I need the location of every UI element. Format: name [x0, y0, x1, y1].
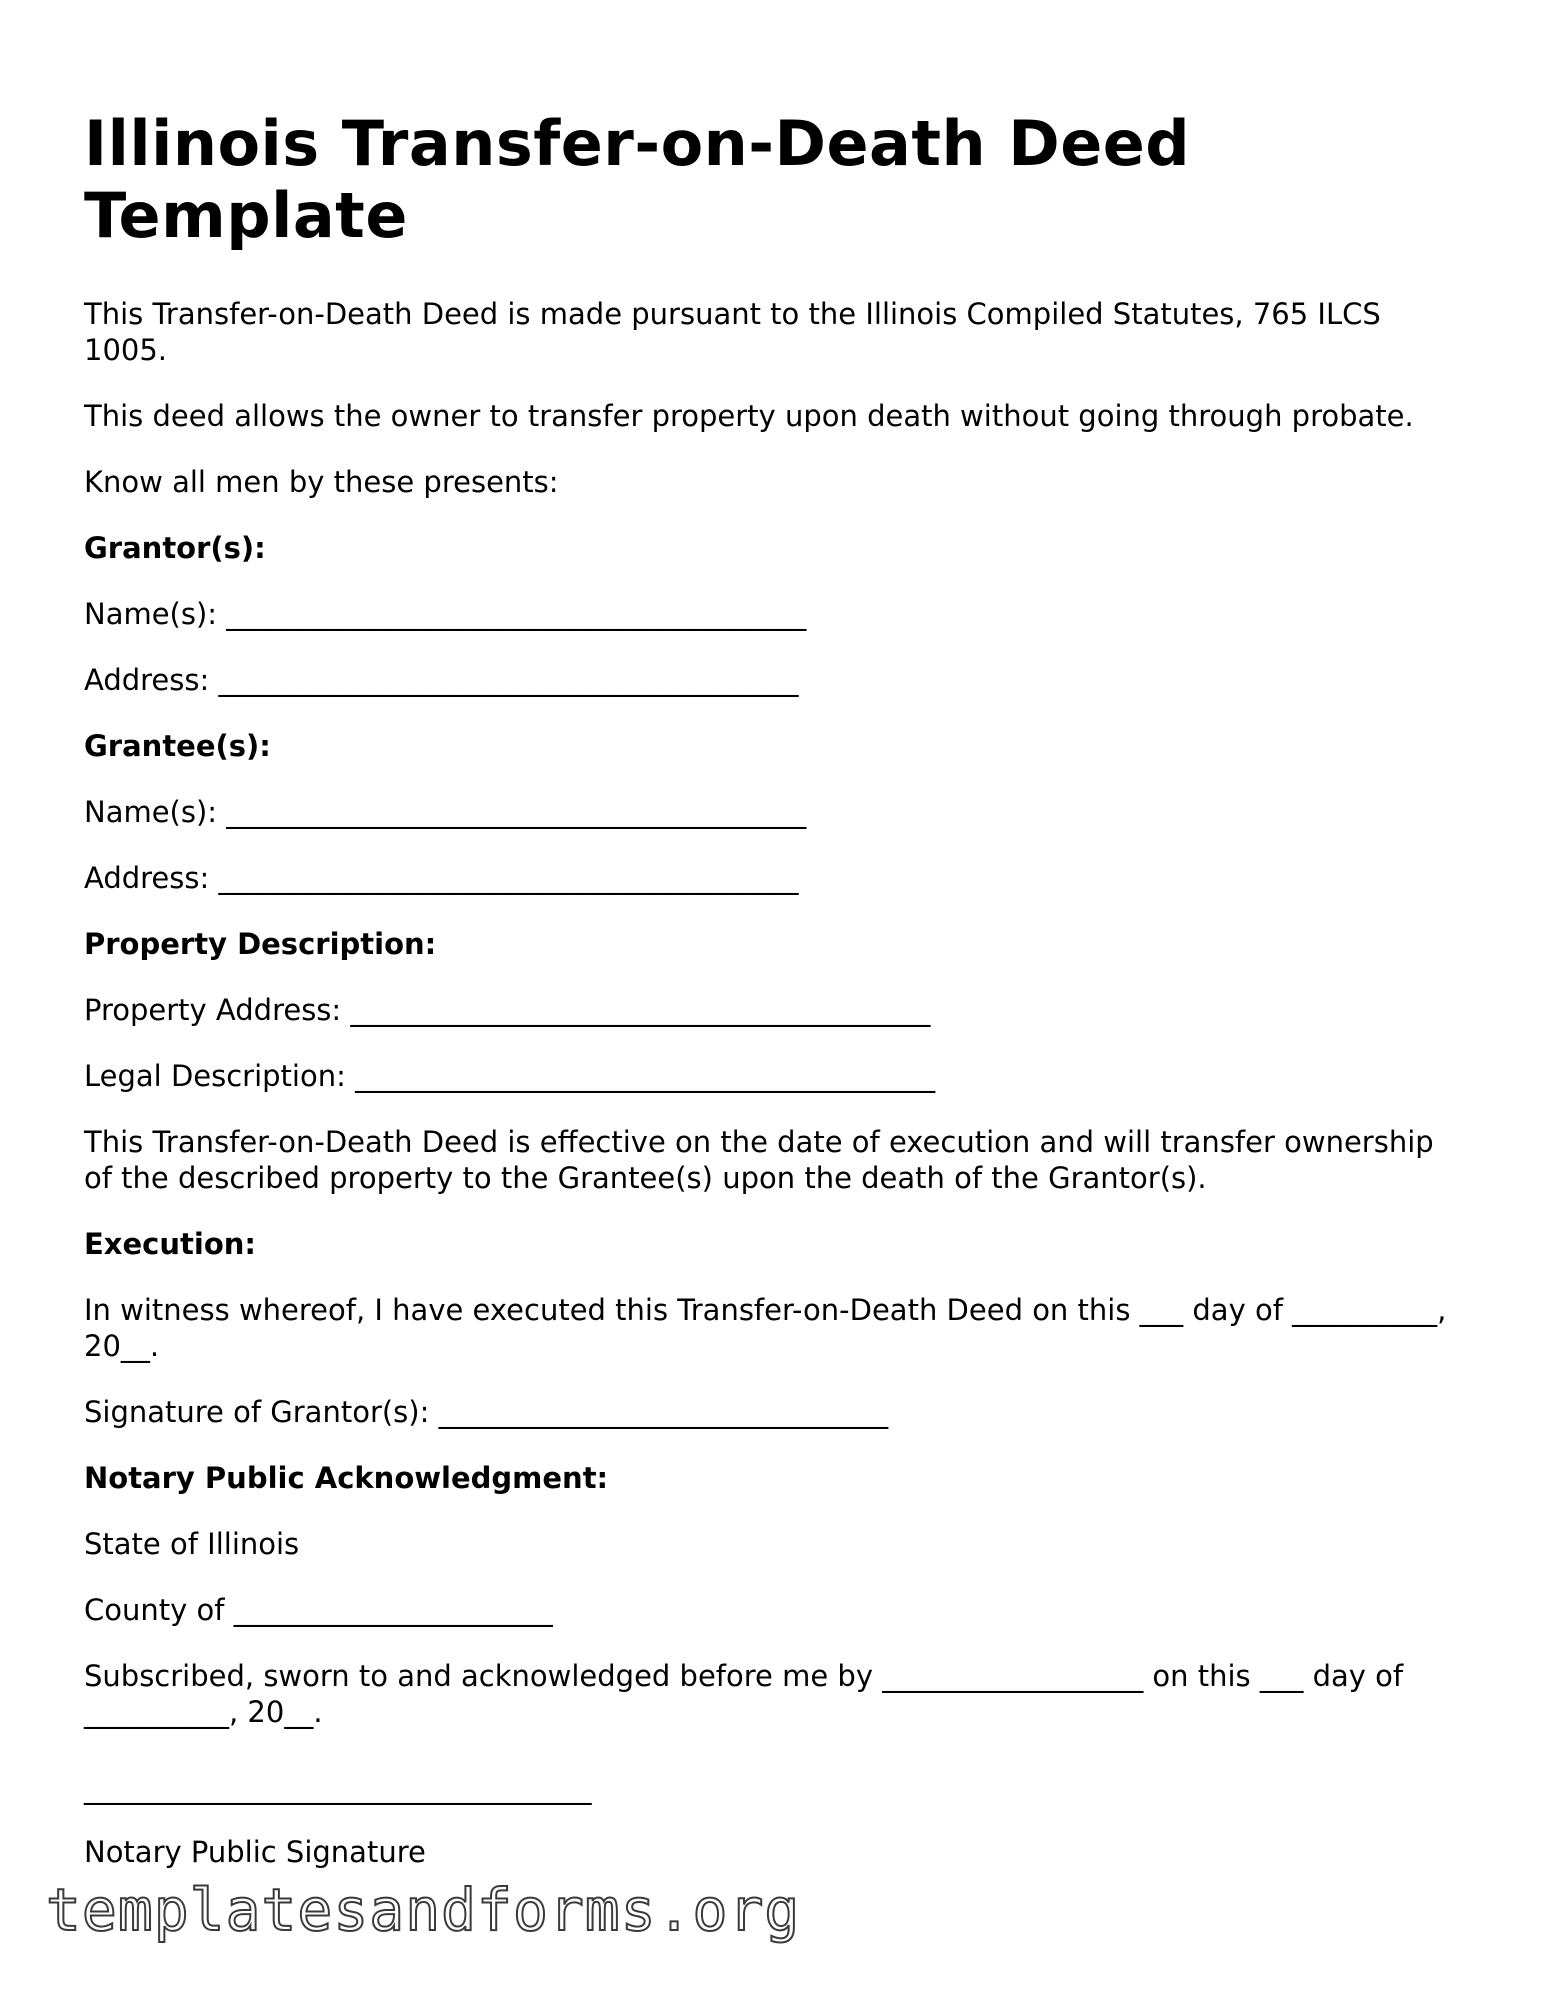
- notary-county-field: [84, 1592, 1464, 1628]
- intro-presents: Know all men by these presents:: [84, 465, 559, 499]
- notary-signature-line[interactable]: ___________________________________: [84, 1771, 592, 1805]
- grantee-address-field: [84, 860, 1464, 896]
- effective-statement: This Transfer-on-Death Deed is effective on the date of execution and will transfer ownership of the described property to the Grantee(s) upon the death of the Grantor(s).: [84, 1125, 1443, 1195]
- intro-purpose: This deed allows the owner to transfer property upon death without going through probate.: [84, 399, 1414, 433]
- property-heading: Property Description:: [84, 927, 437, 961]
- document-title: Illinois Transfer-on-Death Deed Template: [84, 107, 1191, 252]
- property-address-blank[interactable]: ________________________________________: [350, 993, 931, 1027]
- grantee-name-blank[interactable]: ________________________________________: [226, 795, 807, 829]
- grantor-signature-blank[interactable]: _______________________________: [438, 1395, 889, 1429]
- document-page: [84, 108, 1464, 1900]
- grantee-address-blank[interactable]: ________________________________________: [218, 861, 799, 895]
- notary-subscribed-statement: Subscribed, sworn to and acknowledged before me by __________________ on this ___ day of __________, 20__.: [84, 1659, 1413, 1729]
- grantor-address-field: [84, 662, 1464, 698]
- site-watermark: templatesandforms.org: [46, 1876, 801, 1944]
- witness-statement: In witness whereof, I have executed this Transfer-on-Death Deed on this ___ day of __________, 20__.: [84, 1293, 1456, 1363]
- legal-description-label: Legal Description:: [84, 1059, 356, 1093]
- grantor-name-field: [84, 596, 1464, 632]
- notary-state: State of Illinois: [84, 1527, 300, 1561]
- grantee-heading: Grantee(s):: [84, 729, 271, 763]
- grantee-address-label: Address:: [84, 861, 219, 895]
- grantee-name-label: Name(s):: [84, 795, 227, 829]
- execution-heading: Execution:: [84, 1227, 256, 1261]
- grantor-signature-label: Signature of Grantor(s):: [84, 1395, 439, 1429]
- grantor-name-label: Name(s):: [84, 597, 227, 631]
- property-address-label: Property Address:: [84, 993, 351, 1027]
- grantee-name-field: [84, 794, 1464, 830]
- grantor-address-blank[interactable]: ________________________________________: [218, 663, 799, 697]
- intro-statute: This Transfer-on-Death Deed is made pursuant to the Illinois Compiled Statutes, 765 ILCS 1005.: [84, 297, 1391, 367]
- legal-description-field: [84, 1058, 1464, 1094]
- grantor-heading: Grantor(s):: [84, 531, 266, 565]
- property-address-field: [84, 992, 1464, 1028]
- grantor-address-label: Address:: [84, 663, 219, 697]
- notary-county-blank[interactable]: ______________________: [233, 1593, 553, 1627]
- notary-heading: Notary Public Acknowledgment:: [84, 1461, 609, 1495]
- notary-county-label: County of: [84, 1593, 234, 1627]
- notary-signature-caption: Notary Public Signature: [84, 1835, 426, 1869]
- legal-description-blank[interactable]: ________________________________________: [355, 1059, 936, 1093]
- grantor-name-blank[interactable]: ________________________________________: [226, 597, 807, 631]
- grantor-signature-field: [84, 1394, 1464, 1430]
